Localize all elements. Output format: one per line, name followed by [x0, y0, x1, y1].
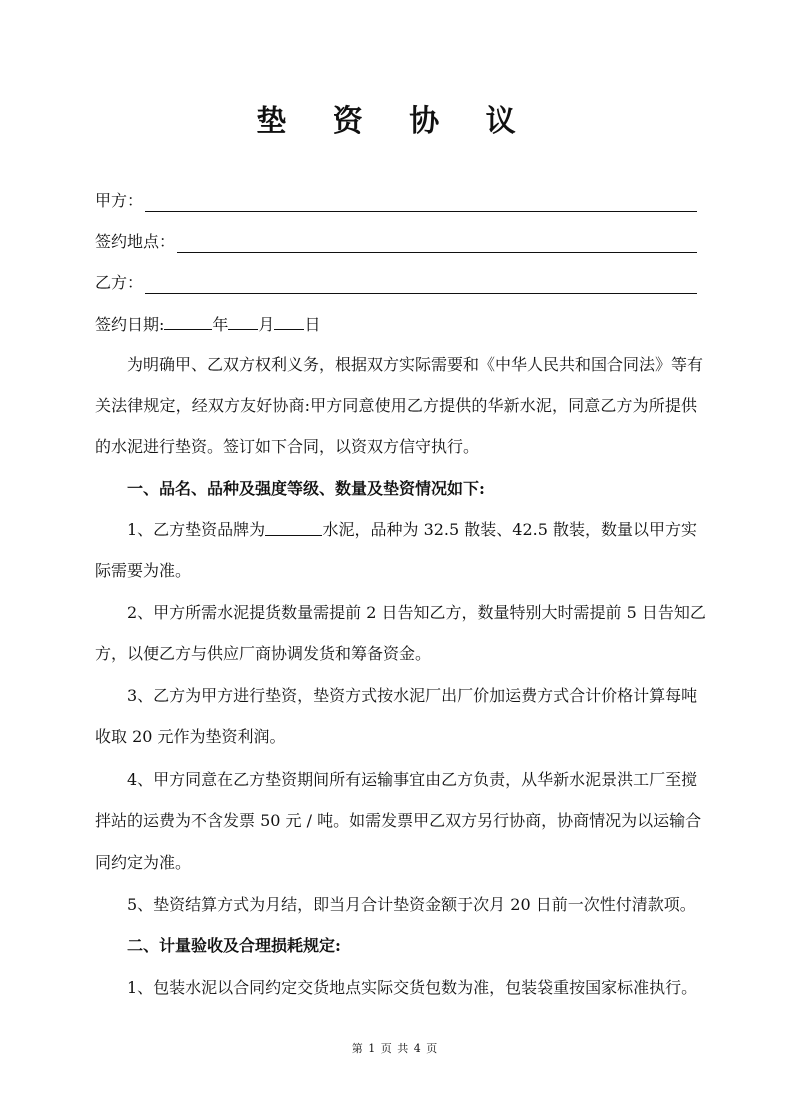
intro-line: 关法律规定，经双方友好协商:甲方同意使用乙方提供的华新水泥，同意乙方为所提供 — [95, 396, 697, 415]
item3-line: 收取 20 元作为垫资利润。 — [95, 727, 286, 746]
party-b-label: 乙方： — [95, 273, 144, 292]
day-label: 日 — [304, 315, 321, 334]
year-blank — [164, 313, 212, 330]
item2-line: 方，以便乙方与供应厂商协调发货和筹备资金。 — [95, 644, 432, 663]
intro-line: 的水泥进行垫资。签订如下合同，以资双方信守执行。 — [95, 437, 480, 456]
item4-line: 拌站的运费为不含发票 50 元 / 吨。如需发票甲乙双方另行协商，协商情况为以运输合 — [95, 811, 702, 830]
party-b-blank — [145, 277, 697, 294]
date-label: 签约日期: — [95, 315, 165, 334]
location-field — [95, 231, 697, 253]
section1-heading: 一、品名、品种及强度等级、数量及垫资情况如下: — [127, 479, 485, 498]
location-label: 签约地点： — [95, 232, 176, 251]
party-a-blank — [145, 195, 697, 212]
item1-post: 水泥，品种为 32.5 散装、42.5 散装，数量以甲方实 — [322, 520, 697, 539]
document-title: 垫 资 协 议 — [256, 104, 534, 139]
section2-item1: 1、包装水泥以合同约定交货地点实际交货包数为准，包装袋重按国家标准执行。 — [127, 978, 698, 997]
date-field — [95, 313, 697, 335]
item2-line: 2、甲方所需水泥提货数量需提前 2 日告知乙方，数量特别大时需提前 5 日告知乙 — [127, 603, 706, 622]
month-label: 月 — [258, 315, 275, 334]
day-blank — [274, 313, 304, 330]
party-b-field — [95, 272, 697, 294]
item1-line — [127, 519, 697, 541]
page-footer: 第 1 页 共 4 页 — [351, 1042, 439, 1055]
year-label: 年 — [212, 315, 229, 334]
item3-line: 3、乙方为甲方进行垫资，垫资方式按水泥厂出厂价加运费方式合计价格计算每吨 — [127, 686, 698, 705]
item1-pre: 1、乙方垫资品牌为 — [127, 520, 266, 539]
intro-line: 为明确甲、乙双方权利义务，根据双方实际需要和《中华人民共和国合同法》等有 — [127, 355, 704, 374]
section2-heading: 二、计量验收及合理损耗规定: — [127, 936, 341, 955]
item1-line: 际需要为准。 — [95, 561, 192, 580]
item5-line: 5、垫资结算方式为月结，即当月合计垫资金额于次月 20 日前一次性付清款项。 — [127, 895, 696, 914]
item4-line: 同约定为准。 — [95, 853, 192, 872]
party-a-label: 甲方： — [95, 191, 144, 210]
location-blank — [177, 236, 697, 253]
party-a-field — [95, 190, 697, 212]
item4-line: 4、甲方同意在乙方垫资期间所有运输事宜由乙方负责，从华新水泥景洪工厂至搅 — [127, 770, 698, 789]
brand-blank — [265, 519, 322, 536]
month-blank — [228, 313, 258, 330]
